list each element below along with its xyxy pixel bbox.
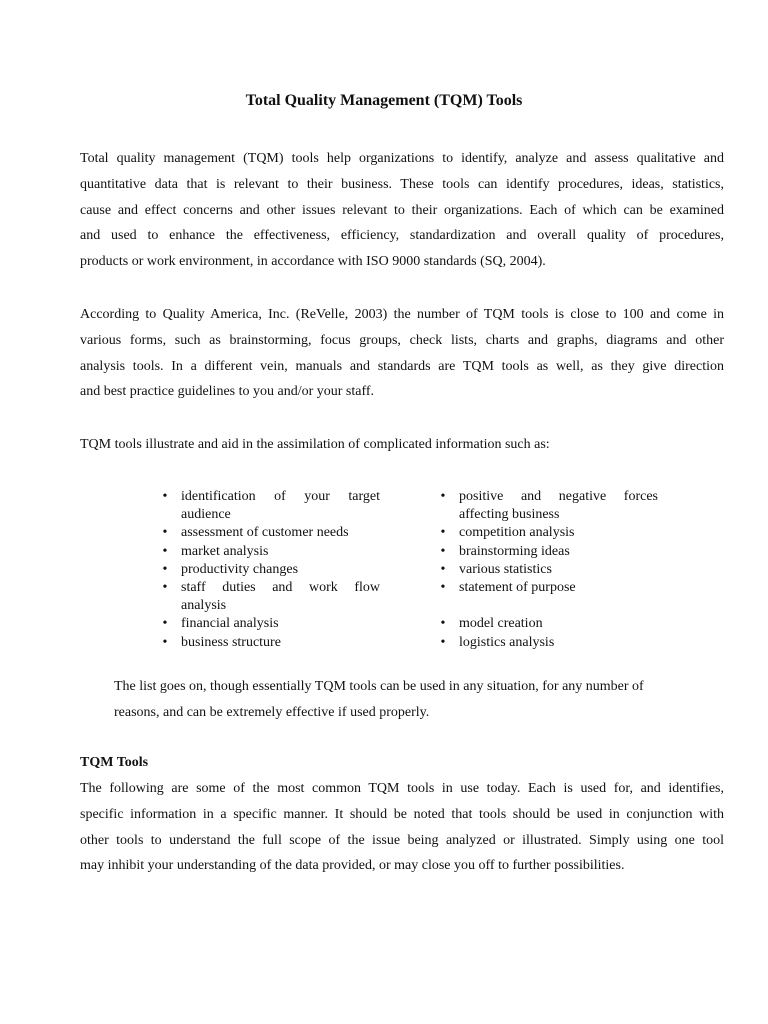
list-item	[436, 579, 658, 597]
list-item-text: financial analysis	[181, 616, 279, 632]
list-spacer	[436, 597, 658, 615]
list-item-text: analysis	[181, 598, 227, 614]
bullet-icon: •	[162, 634, 168, 650]
text-line: and best practice guidelines to you and/or your staff.	[80, 384, 375, 400]
list-item	[436, 488, 658, 524]
text-line: cause and effect concerns and other issues relevant to their organizations. Each of which can be examined	[80, 202, 724, 218]
bullet-list-left	[158, 488, 380, 652]
bullet-icon: •	[162, 543, 168, 559]
text-line: TQM tools illustrate and aid in the assimilation of complicated information such as:	[80, 437, 550, 452]
list-item-text: affecting business	[459, 507, 560, 523]
list-item-text: statement of purpose	[459, 580, 576, 596]
list-item-text: logistics analysis	[459, 634, 555, 650]
bullet-icon: •	[440, 634, 446, 650]
list-item	[436, 561, 658, 579]
list-item	[436, 634, 658, 652]
text-line: The list goes on, though essentially TQM tools can be used in any situation, for any number of	[114, 679, 644, 694]
text-line: The following are some of the most common TQM tools in use today. Each is used for, and identifies,	[80, 781, 724, 796]
bullet-icon: •	[440, 525, 446, 541]
text-line: According to Quality America, Inc. (ReVelle, 2003) the number of TQM tools is close to 100 and come in	[80, 307, 724, 322]
bullet-icon: •	[162, 489, 168, 504]
list-item-text: model creation	[459, 616, 543, 632]
text-line: other tools to understand the full scope of the issue being analyzed or illustrated. Simply using one tool	[80, 832, 724, 848]
bullet-icon: •	[440, 561, 446, 577]
list-conclusion-paragraph	[114, 674, 724, 726]
list-item-text: market analysis	[181, 543, 269, 559]
text-line: Total quality management (TQM) tools help organizations to identify, analyze and assess qualitative and	[80, 151, 724, 166]
bullet-icon: •	[440, 543, 446, 559]
list-item	[158, 561, 380, 579]
bullet-icon: •	[440, 616, 446, 632]
bullet-icon: •	[440, 580, 446, 596]
text-line: may inhibit your understanding of the data provided, or may close you off to further possibilities.	[80, 858, 625, 874]
text-line: analysis tools. In a different vein, manuals and standards are TQM tools as well, as they give direction	[80, 358, 724, 374]
list-item	[436, 543, 658, 561]
text-line: quantitative data that is relevant to their business. These tools can identify procedures, ideas, statistics,	[80, 176, 724, 192]
list-item	[158, 543, 380, 561]
bullet-icon: •	[162, 580, 168, 596]
list-item	[158, 615, 380, 633]
list-item-text: business structure	[181, 634, 281, 650]
list-item-text: identification of your target	[181, 489, 380, 504]
list-item-text: various statistics	[459, 561, 552, 577]
text-line: various forms, such as brainstorming, focus groups, check lists, charts and graphs, diagrams and other	[80, 332, 724, 348]
text-line: reasons, and can be extremely effective if used properly.	[114, 704, 430, 720]
bullet-icon: •	[162, 561, 168, 577]
section-heading: TQM Tools	[80, 755, 149, 770]
bullet-list-right	[436, 488, 658, 652]
list-item-text: audience	[181, 507, 231, 523]
tqm-tools-paragraph	[80, 776, 724, 879]
list-item-text: brainstorming ideas	[459, 543, 570, 559]
intro-paragraph	[80, 146, 724, 275]
list-item	[158, 579, 380, 615]
bullet-icon: •	[162, 616, 168, 632]
list-item	[436, 615, 658, 633]
quality-america-paragraph	[80, 302, 724, 405]
list-item	[158, 524, 380, 542]
list-item-text: positive and negative forces	[459, 489, 658, 504]
text-line: products or work environment, in accordance with ISO 9000 standards (SQ, 2004).	[80, 254, 546, 270]
list-item-text: assessment of customer needs	[181, 525, 349, 541]
bullet-icon: •	[440, 489, 446, 504]
list-item-text: competition analysis	[459, 525, 575, 541]
list-item-text: staff duties and work flow	[181, 580, 380, 596]
list-item-text: productivity changes	[181, 561, 299, 577]
bullet-icon: •	[162, 525, 168, 541]
list-item	[436, 524, 658, 542]
text-line: and used to enhance the effectiveness, efficiency, standardization and overall quality of procedures,	[80, 228, 724, 244]
text-line: specific information in a specific manner. It should be noted that tools should be used in conjunction with	[80, 806, 724, 822]
list-item	[158, 634, 380, 652]
list-intro-paragraph	[80, 432, 724, 458]
list-item	[158, 488, 380, 524]
page-title: Total Quality Management (TQM) Tools	[245, 92, 523, 109]
